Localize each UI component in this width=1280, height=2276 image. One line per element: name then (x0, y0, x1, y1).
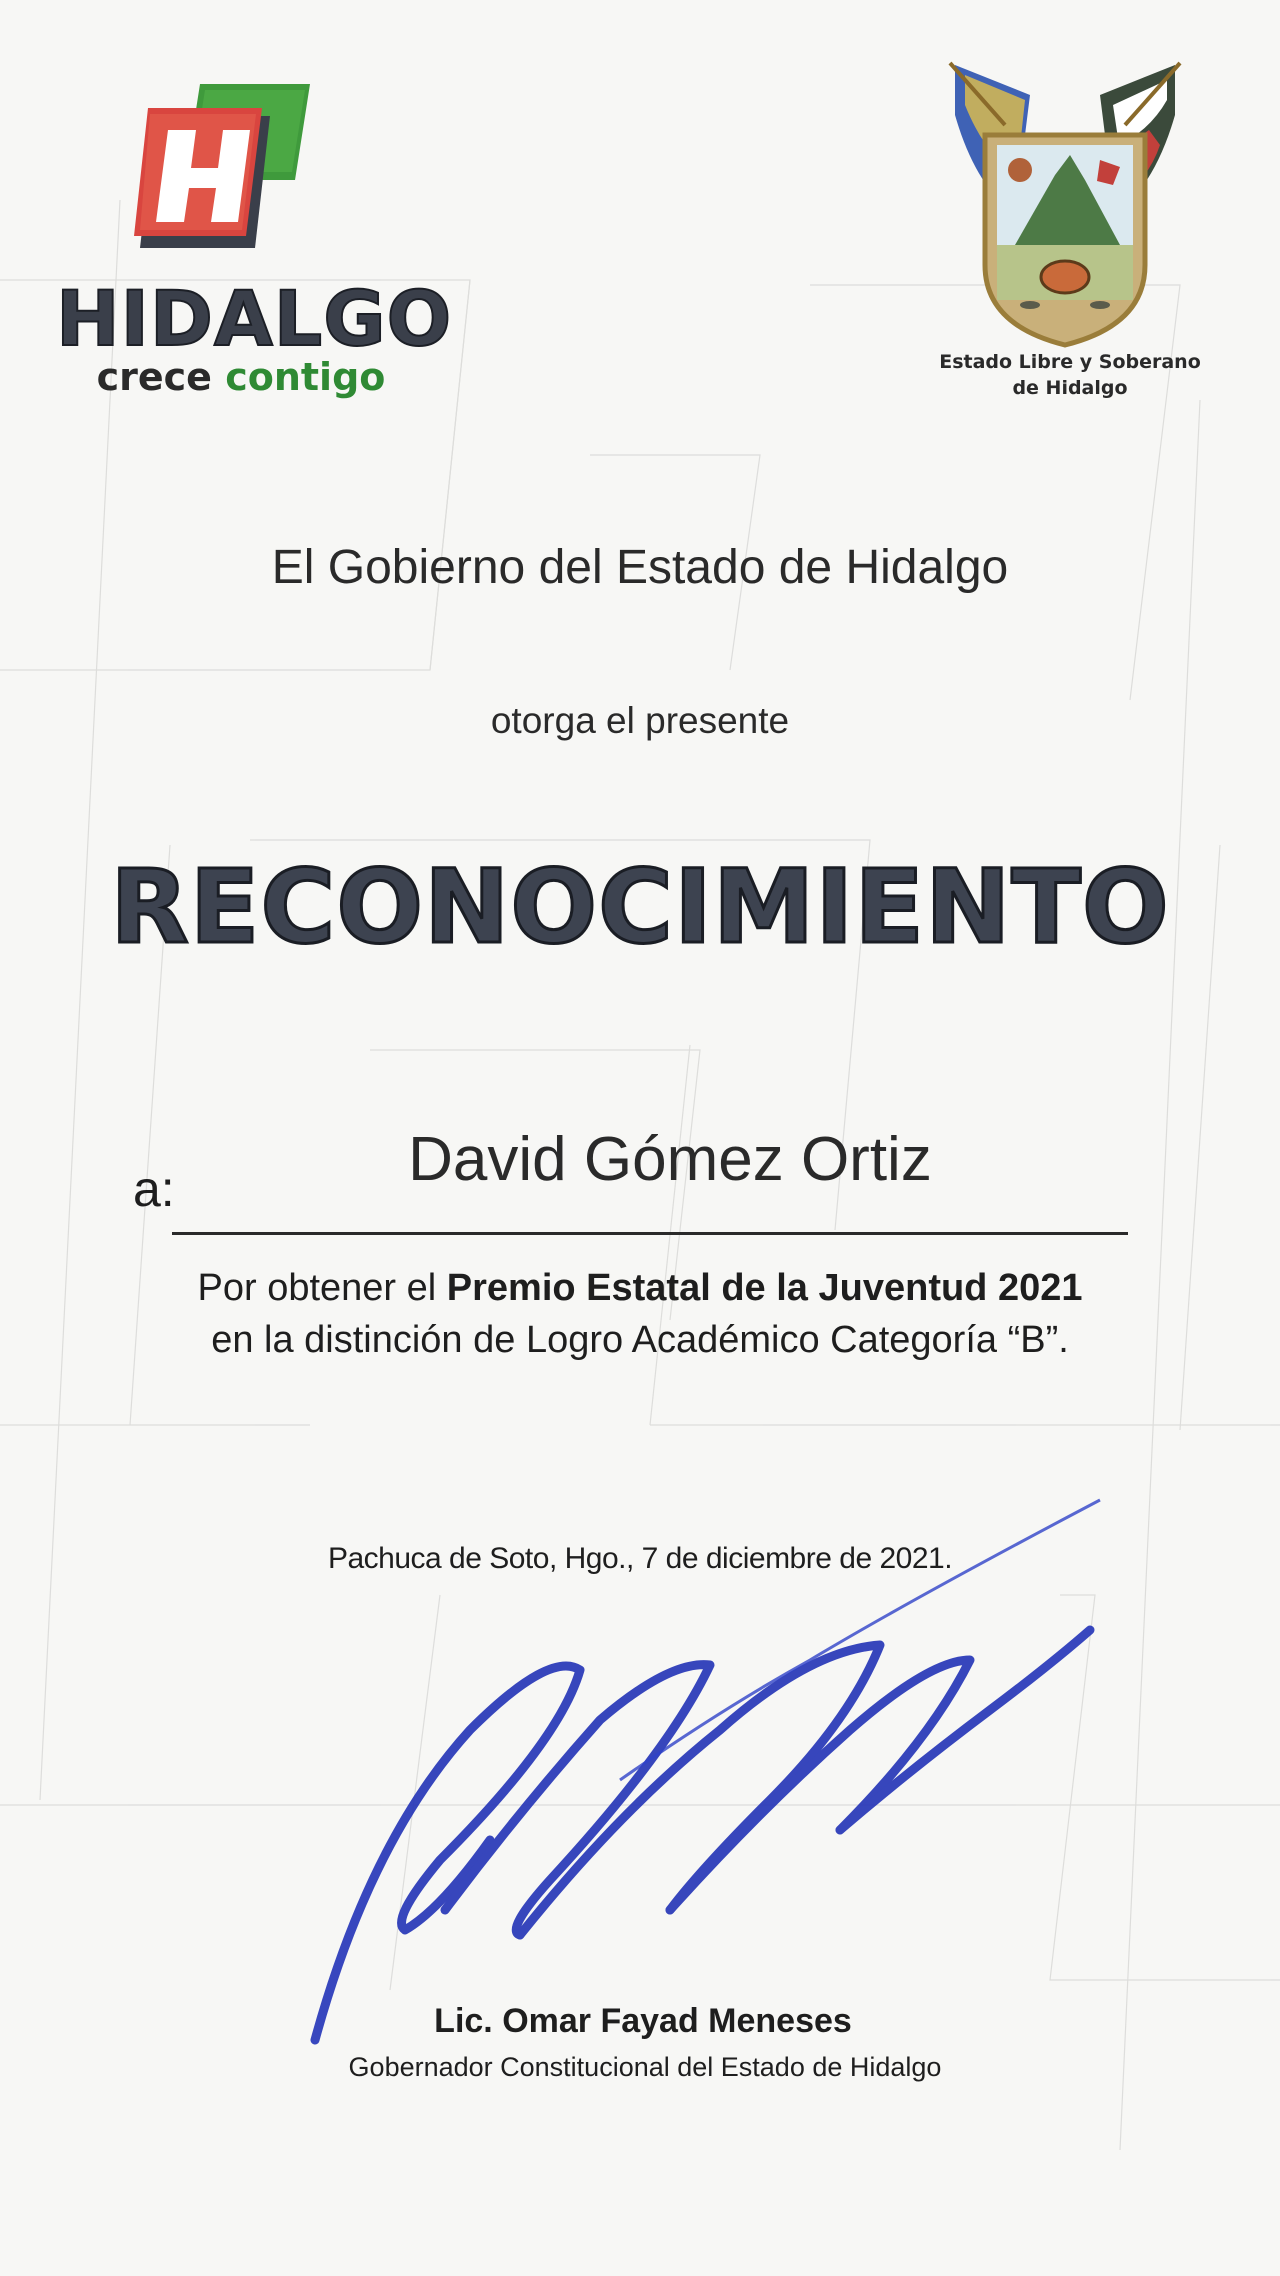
state-coat-of-arms (935, 55, 1195, 355)
seal-caption (935, 349, 1205, 401)
certificate-title: RECONOCIMIENTO (110, 848, 1170, 967)
grants-text: otorga el presente (490, 700, 790, 741)
handwritten-signature (290, 1480, 1140, 2080)
award-name: Premio Estatal de la Juventud 2021 (446, 1267, 1083, 1309)
reason-prefix: Por obtener el (197, 1267, 447, 1309)
logo-tagline (56, 355, 426, 399)
award-reason-line1 (0, 1262, 1280, 1314)
seal-caption-line1: Estado Libre y Soberano (939, 351, 1201, 373)
recipient-prefix: a: (133, 1161, 175, 1217)
logo-tagline-crece: crece (96, 355, 212, 399)
place-and-date: Pachuca de Soto, Hgo., 7 de diciembre de 2021. (327, 1542, 953, 1575)
signatory-name: Lic. Omar Fayad Meneses (434, 2002, 852, 2040)
issuer-text: El Gobierno del Estado de Hidalgo (271, 541, 1009, 594)
signatory-role: Gobernador Constitucional del Estado de Hidalgo (348, 2052, 942, 2082)
recipient-underline (172, 1232, 1128, 1235)
award-reason (0, 1262, 1280, 1366)
recipient-name: David Gómez Ortiz (408, 1125, 932, 1194)
seal-caption-line2: de Hidalgo (1012, 377, 1128, 399)
award-reason-line2: en la distinción de Logro Académico Categoría “B”. (211, 1319, 1069, 1361)
logo-tagline-contigo: contigo (225, 355, 386, 399)
logo-wordmark: HIDALGO (56, 274, 453, 363)
